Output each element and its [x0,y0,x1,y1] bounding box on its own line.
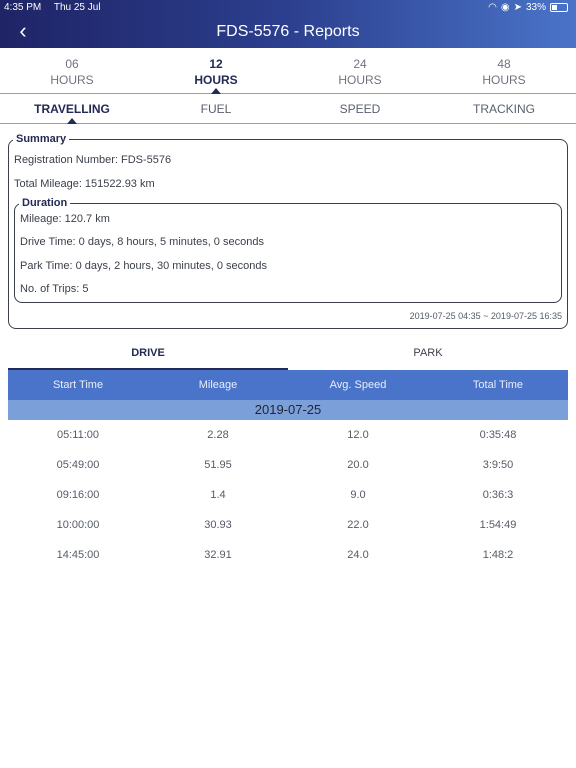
app-header [0,0,576,48]
cell-start-time: 09:16:00 [56,489,100,501]
tab-hours-number: 48 [497,57,511,71]
cell-mileage: 1.4 [210,489,226,501]
tab-12-hours[interactable] [144,48,288,93]
column-header-total-time: Total Time [472,379,524,391]
tab-hours-unit: HOURS [50,73,94,87]
tab-24-hours[interactable] [288,48,432,93]
tab-hours-unit: HOURS [482,73,526,87]
tab-hours-number: 06 [65,57,79,71]
location-icon: ➤ [513,2,522,13]
number-of-trips: No. of Trips: 5 [20,283,89,295]
tab-48-hours[interactable] [432,48,576,93]
tab-hours-unit: HOURS [194,73,238,87]
cell-mileage: 30.93 [204,519,232,531]
cell-mileage: 2.28 [207,429,229,441]
cell-total-time: 3:9:50 [482,459,514,471]
cell-total-time: 1:48:2 [482,549,514,561]
lock-rotation-icon: ◉ [500,2,510,13]
tab-hours-unit: HOURS [338,73,382,87]
tab-hours-number: 12 [209,57,223,71]
drive-time: Drive Time: 0 days, 8 hours, 5 minutes, 0 seconds [20,236,264,248]
table-row[interactable] [8,540,568,570]
tab-travelling[interactable]: TRAVELLING [0,94,144,123]
status-time: 4:35 PM [4,2,42,13]
tab-fuel[interactable]: FUEL [200,102,232,116]
cell-avg-speed: 9.0 [350,489,366,501]
cell-mileage: 51.95 [204,459,232,471]
tab-drive[interactable]: DRIVE [8,340,288,370]
cell-avg-speed: 22.0 [347,519,369,531]
tab-06-hours[interactable] [0,48,144,93]
page-title: FDS-5576 - Reports [216,23,360,40]
table-header [8,370,568,400]
duration-legend: Duration [22,197,68,209]
tab-tracking[interactable]: TRACKING [472,102,535,116]
park-time: Park Time: 0 days, 2 hours, 30 minutes, 0 seconds [20,260,268,272]
tab-park[interactable]: PARK [413,347,443,359]
tab-hours-number: 24 [353,57,367,71]
cell-avg-speed: 24.0 [347,549,369,561]
chevron-left-icon: ‹ [19,18,27,43]
cell-total-time: 1:54:49 [479,519,517,531]
cell-total-time: 0:36:3 [482,489,514,501]
total-mileage: Total Mileage: 151522.93 km [14,178,155,190]
report-type-tab-bar [0,94,576,124]
cell-total-time: 0:35:48 [479,429,517,441]
wifi-icon: ◠ [488,2,497,13]
report-date-range: 2019-07-25 04:35 ~ 2019-07-25 16:35 [409,311,562,321]
hours-tab-bar [0,48,576,94]
cell-start-time: 14:45:00 [56,549,100,561]
status-date: Thu 25 Jul [53,2,101,13]
cell-mileage: 32.91 [204,549,232,561]
table-row[interactable] [8,480,568,510]
cell-avg-speed: 20.0 [347,459,369,471]
table-row[interactable] [8,420,568,450]
table-row[interactable] [8,510,568,540]
column-header-mileage: Mileage [198,379,238,391]
cell-avg-speed: 12.0 [347,429,369,441]
duration-mileage: Mileage: 120.7 km [20,213,110,225]
table-row[interactable] [8,450,568,480]
summary-legend: Summary [16,133,67,145]
registration-number: Registration Number: FDS-5576 [14,154,172,166]
table-date-group: 2019-07-25 [8,400,568,420]
column-header-avg-speed: Avg. Speed [329,379,387,391]
cell-start-time: 10:00:00 [56,519,100,531]
column-header-start-time: Start Time [52,379,104,391]
status-bar [0,0,576,16]
drive-park-tabs [8,340,568,370]
drive-table-body [8,420,568,570]
tab-speed[interactable]: SPEED [339,102,381,116]
battery-percent: 33% [525,2,546,13]
cell-start-time: 05:49:00 [56,459,100,471]
cell-start-time: 05:11:00 [56,429,99,441]
battery-icon [550,3,568,12]
